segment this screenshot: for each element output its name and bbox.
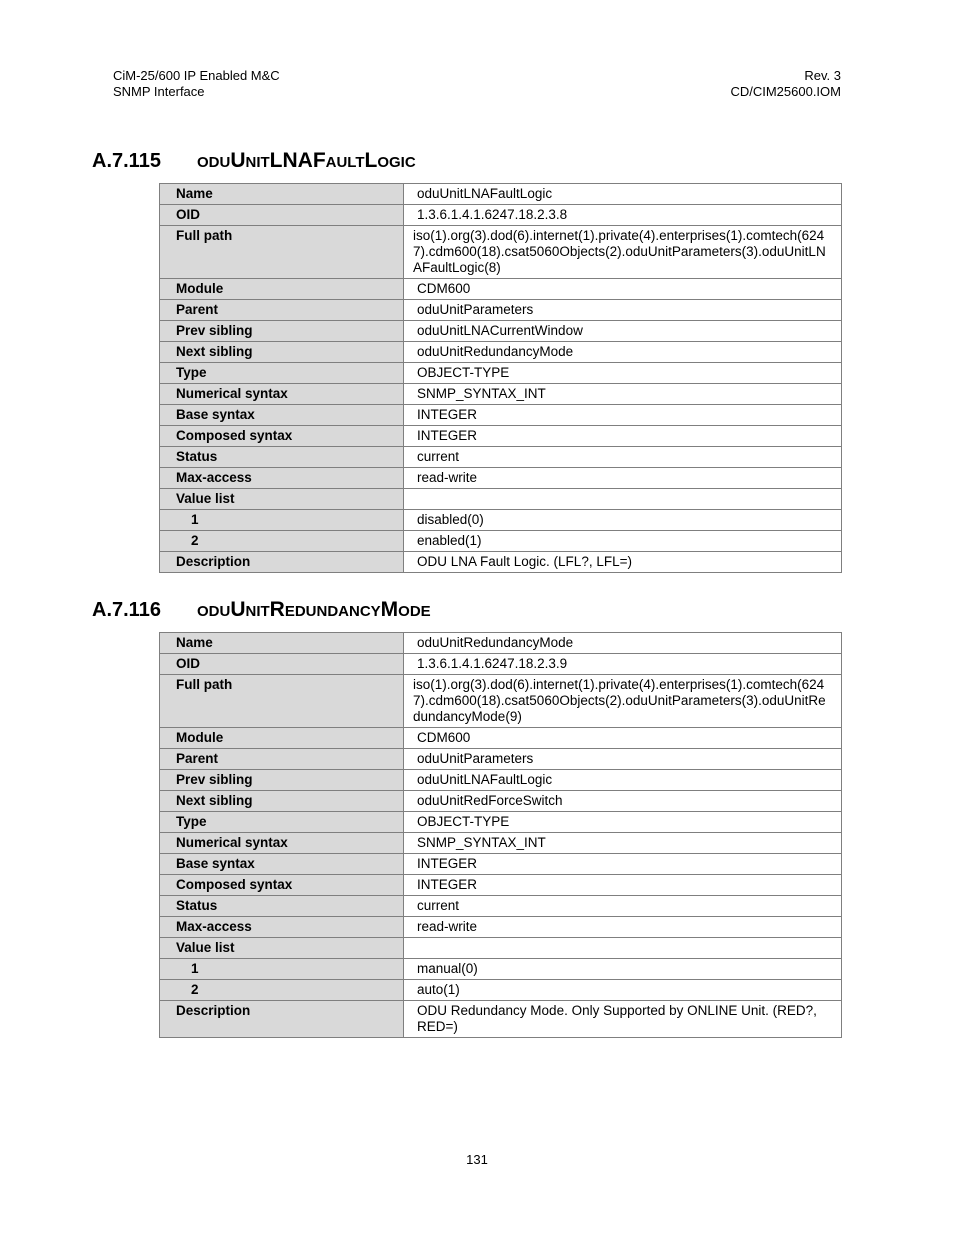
running-header-left [113,68,280,100]
row-label: Prev sibling [160,770,404,791]
row-label: Full path [160,226,404,279]
table-row-status [160,896,842,917]
value-index: 2 [160,980,404,1001]
row-value: OBJECT-TYPE [404,812,842,833]
row-label: Value list [160,938,404,959]
running-header-right [730,68,841,100]
table-row-value-item [160,959,842,980]
header-doc-id: CD/CIM25600.IOM [730,84,841,99]
row-value: oduUnitParameters [404,749,842,770]
row-label: Base syntax [160,405,404,426]
header-revision: Rev. 3 [804,68,841,83]
table-row-description [160,1001,842,1038]
mib-object-table [159,632,842,1038]
value-name: manual(0) [404,959,842,980]
row-value: oduUnitRedForceSwitch [404,791,842,812]
table-row-max-access [160,917,842,938]
row-label: Base syntax [160,854,404,875]
table-row-base-syntax [160,854,842,875]
row-label: Module [160,728,404,749]
section-name: oduUnitRedundancyMode [197,598,431,621]
value-name: disabled(0) [404,510,842,531]
row-value: 1.3.6.1.4.1.6247.18.2.3.8 [404,205,842,226]
row-label: Name [160,184,404,205]
row-label: Description [160,1001,404,1038]
row-value: iso(1).org(3).dod(6).internet(1).private(4).enterprises(1).comtech(6247).cdm600(18).csat5060Objects(2).oduUnitParameters(3).oduUnitLNAFaultLogic(8) [404,226,842,279]
table-row-module [160,279,842,300]
table-row-description [160,552,842,573]
row-label: Max-access [160,917,404,938]
row-value: INTEGER [404,426,842,447]
row-value: oduUnitParameters [404,300,842,321]
table-row-next-sibling [160,791,842,812]
row-label: Full path [160,675,404,728]
table-row-numerical-syntax [160,833,842,854]
table-row-prev-sibling [160,770,842,791]
row-value: SNMP_SYNTAX_INT [404,384,842,405]
row-value: oduUnitLNAFaultLogic [404,770,842,791]
table-row-status [160,447,842,468]
table-row-max-access [160,468,842,489]
row-label: Description [160,552,404,573]
mib-object-table [159,183,842,573]
row-label: Numerical syntax [160,833,404,854]
row-value: oduUnitLNACurrentWindow [404,321,842,342]
header-doc-title: CiM-25/600 IP Enabled M&C [113,68,280,83]
row-value: current [404,896,842,917]
section-heading [92,598,431,622]
value-index: 1 [160,959,404,980]
value-name: auto(1) [404,980,842,1001]
value-index: 2 [160,531,404,552]
row-label: Status [160,896,404,917]
row-label: Module [160,279,404,300]
row-value: ODU Redundancy Mode. Only Supported by ONLINE Unit. (RED?, RED=) [404,1001,842,1038]
row-value: 1.3.6.1.4.1.6247.18.2.3.9 [404,654,842,675]
row-value: oduUnitLNAFaultLogic [404,184,842,205]
page-number: 131 [466,1152,488,1167]
row-value: oduUnitRedundancyMode [404,633,842,654]
table-row-full-path [160,226,842,279]
row-label: Parent [160,300,404,321]
row-label: OID [160,654,404,675]
row-label: Prev sibling [160,321,404,342]
row-label: Value list [160,489,404,510]
value-index: 1 [160,510,404,531]
row-value: ODU LNA Fault Logic. (LFL?, LFL=) [404,552,842,573]
table-row-type [160,812,842,833]
row-value: iso(1).org(3).dod(6).internet(1).private(4).enterprises(1).comtech(6247).cdm600(18).csat5060Objects(2).oduUnitParameters(3).oduUnitRedundancyMode(9) [404,675,842,728]
table-row-value-item [160,980,842,1001]
table-row-value-list [160,489,842,510]
row-value: read-write [404,468,842,489]
table-row-oid [160,205,842,226]
section-number: A.7.116 [92,599,161,621]
row-label: Type [160,363,404,384]
table-row-base-syntax [160,405,842,426]
table-row-value-item [160,510,842,531]
row-value: current [404,447,842,468]
row-label: OID [160,205,404,226]
row-value: INTEGER [404,854,842,875]
header-doc-subtitle: SNMP Interface [113,84,205,99]
section-number: A.7.115 [92,150,161,172]
table-row-next-sibling [160,342,842,363]
row-value: OBJECT-TYPE [404,363,842,384]
table-row-type [160,363,842,384]
row-label: Type [160,812,404,833]
row-label: Numerical syntax [160,384,404,405]
table-row-value-item [160,531,842,552]
row-value: INTEGER [404,405,842,426]
value-name: enabled(1) [404,531,842,552]
table-row-composed-syntax [160,426,842,447]
row-value: CDM600 [404,279,842,300]
section-name: oduUnitLNAFaultLogic [197,149,416,172]
table-row-oid [160,654,842,675]
row-label: Next sibling [160,791,404,812]
table-row-numerical-syntax [160,384,842,405]
row-label: Composed syntax [160,875,404,896]
row-value [404,489,842,510]
table-row-name [160,633,842,654]
table-row-full-path [160,675,842,728]
row-label: Status [160,447,404,468]
row-value: INTEGER [404,875,842,896]
section-heading [92,149,416,173]
table-row-parent [160,300,842,321]
table-row-value-list [160,938,842,959]
row-value: CDM600 [404,728,842,749]
row-label: Name [160,633,404,654]
row-label: Next sibling [160,342,404,363]
row-label: Max-access [160,468,404,489]
table-row-composed-syntax [160,875,842,896]
table-row-name [160,184,842,205]
row-value [404,938,842,959]
table-row-module [160,728,842,749]
table-row-parent [160,749,842,770]
row-value: SNMP_SYNTAX_INT [404,833,842,854]
row-label: Parent [160,749,404,770]
table-row-prev-sibling [160,321,842,342]
row-value: read-write [404,917,842,938]
row-value: oduUnitRedundancyMode [404,342,842,363]
row-label: Composed syntax [160,426,404,447]
